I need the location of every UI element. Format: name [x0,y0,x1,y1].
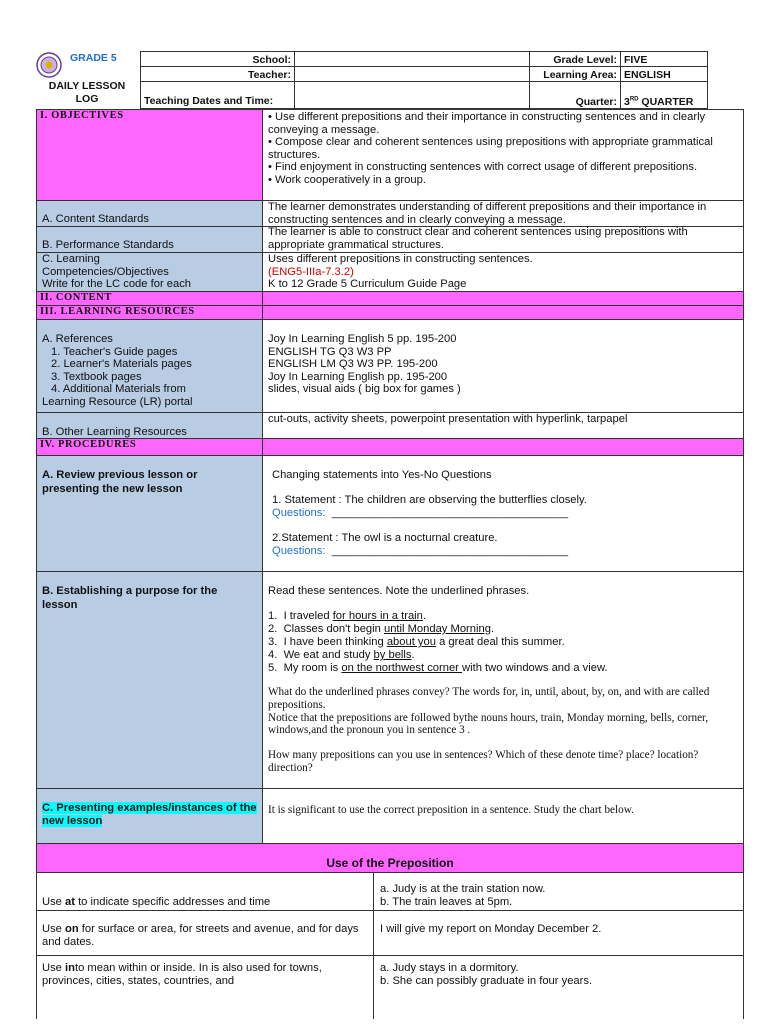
objective-item: • Compose clear and coherent sentences using prepositions with appropriate grammatical structures. [268,136,713,161]
answer-blank[interactable]: ______________________________________ [331,545,569,557]
objectives-list [268,111,738,187]
performance-standards-text: The learner is able to construct clear and coherent sentences using prepositions with appropriate grammatical structures. [268,226,688,251]
daily-lesson-log-title: DAILY LESSON LOG [48,80,126,105]
curriculum-guide-ref: K to 12 Grade 5 Curriculum Guide Page [268,278,467,291]
preposition-rule-at: Use at to indicate specific addresses and time [42,896,271,908]
references-labels: A. References 1. Teacher's Guide pages 2. Learner's Materials pages 3. Textbook pages 4. Additional Materials from Learning Resource (LR) portal [42,333,193,408]
deped-seal-logo [36,52,62,78]
lc-code: (ENG5-IIIa-7.3.2) [268,265,354,278]
content-heading: II. CONTENT [40,292,112,303]
competencies-text: Uses different prepositions in constructing sentences. (ENG5-IIIa-7.3.2) K to 12 Grade 5 Curriculum Guide Page [268,253,738,291]
teaching-dates-label: Teaching Dates and Time: [141,82,295,109]
question-label: Questions: [272,545,326,557]
other-resources-label: B. Other Learning Resources [42,426,187,438]
performance-standards-label: B. Performance Standards [42,239,174,251]
chart-title: Use of the Preposition [326,856,454,870]
objective-item: • Find enjoyment in constructing sentences with correct usage of different prepositions. [268,161,698,174]
teacher-label: Teacher: [141,67,295,82]
header-table [140,51,708,109]
presenting-label: C. Presenting examples/instances of the new lesson [42,802,257,827]
teacher-field[interactable] [295,67,530,82]
preposition-rule-in: Use into mean within or inside. In is also used for towns, provinces, cities, states, countries, and [42,962,322,987]
learning-resources-heading: III. LEARNING RESOURCES [40,306,195,317]
purpose-paragraphs: What do the underlined phrases convey? The words for, in, until, about, by, on, and with are called prepositions. Notice that the prepositions are followed bythe nouns hours, train, Monday morning, bells, corner, windows,and the pronoun you in sentence 3 . How many prepositions can you use in sentences? Which of these denote time? place? location? direction? [268,686,710,774]
grade-level-value: FIVE [621,52,708,67]
example-sentence: 1. I traveled for hours in a train. [268,610,426,622]
objective-item: • Work cooperatively in a group. [268,173,426,186]
objectives-heading: I. OBJECTIVES [40,110,124,121]
teaching-dates-field[interactable] [295,82,530,109]
preposition-rule-on: Use on for surface or area, for streets and avenue, and for days and dates. [42,923,359,948]
purpose-content: Read these sentences. Note the underlined phrases. 1. I traveled for hours in a train. 2. Classes don't begin until Monday Morning. 3. I have been thinking about you a great deal this summer. 4. We eat and study by bells. 5. My room is on the northwest corner with two windows and a view. [268,585,738,675]
grade-level-label: Grade Level: [530,52,621,67]
preposition-example-at: a. Judy is at the train station now. b. The train leaves at 5pm. [380,883,546,908]
question-label: Questions: [272,507,326,519]
school-field[interactable] [295,52,530,67]
learning-area-value: ENGLISH [621,67,708,82]
procedures-heading: IV. PROCEDURES [40,439,137,450]
content-standards-label: A. Content Standards [42,213,149,225]
objective-item: • Use different prepositions and their importance in constructing sentences and in clearly conveying a message. [268,111,706,136]
competencies-label: C. Learning Competencies/Objectives Write for the LC code for each [42,253,192,291]
example-sentence: 4. We eat and study by bells. [268,649,415,661]
quarter-label: Quarter: [530,82,621,109]
content-standards-text: The learner demonstrates understanding of different prepositions and their importance in constructing sentences and in clearly conveying a message. [268,201,707,226]
references-values: Joy In Learning English 5 pp. 195-200 ENGLISH TG Q3 W3 PP ENGLISH LM Q3 W3 PP. 195-200 Joy In Learning English pp. 195-200 slides, visual aids ( big box for games ) [268,333,461,396]
learning-area-label: Learning Area: [530,67,621,82]
quarter-value: 3RD QUARTER [621,82,708,109]
preposition-example-on: I will give my report on Monday December 2. [380,923,602,935]
purpose-label: B. Establishing a purpose for the lesson [42,585,218,611]
example-sentence: 5. My room is on the northwest corner with two windows and a view. [268,662,608,674]
grade-badge: GRADE 5 [70,52,117,64]
review-label: A. Review previous lesson or presenting the new lesson [42,469,198,495]
example-sentence: 2. Classes don't begin until Monday Morning. [268,623,495,635]
presenting-text: It is significant to use the correct preposition in a sentence. Study the chart below. [268,804,634,816]
school-label: School: [141,52,295,67]
preposition-example-in: a. Judy stays in a dormitory. b. She can possibly graduate in four years. [380,962,593,987]
example-sentence: 3. I have been thinking about you a great deal this summer. [268,636,565,648]
other-resources-text: cut-outs, activity sheets, powerpoint presentation with hyperlink, tarpapel [268,413,628,425]
answer-blank[interactable]: ______________________________________ [331,507,569,519]
review-content: Changing statements into Yes-No Questions 1. Statement : The children are observing the butterflies closely. Questions: ______________________________________ 2.Statement : The owl is a nocturnal creature. Questions: ______________________________________ [272,469,587,557]
